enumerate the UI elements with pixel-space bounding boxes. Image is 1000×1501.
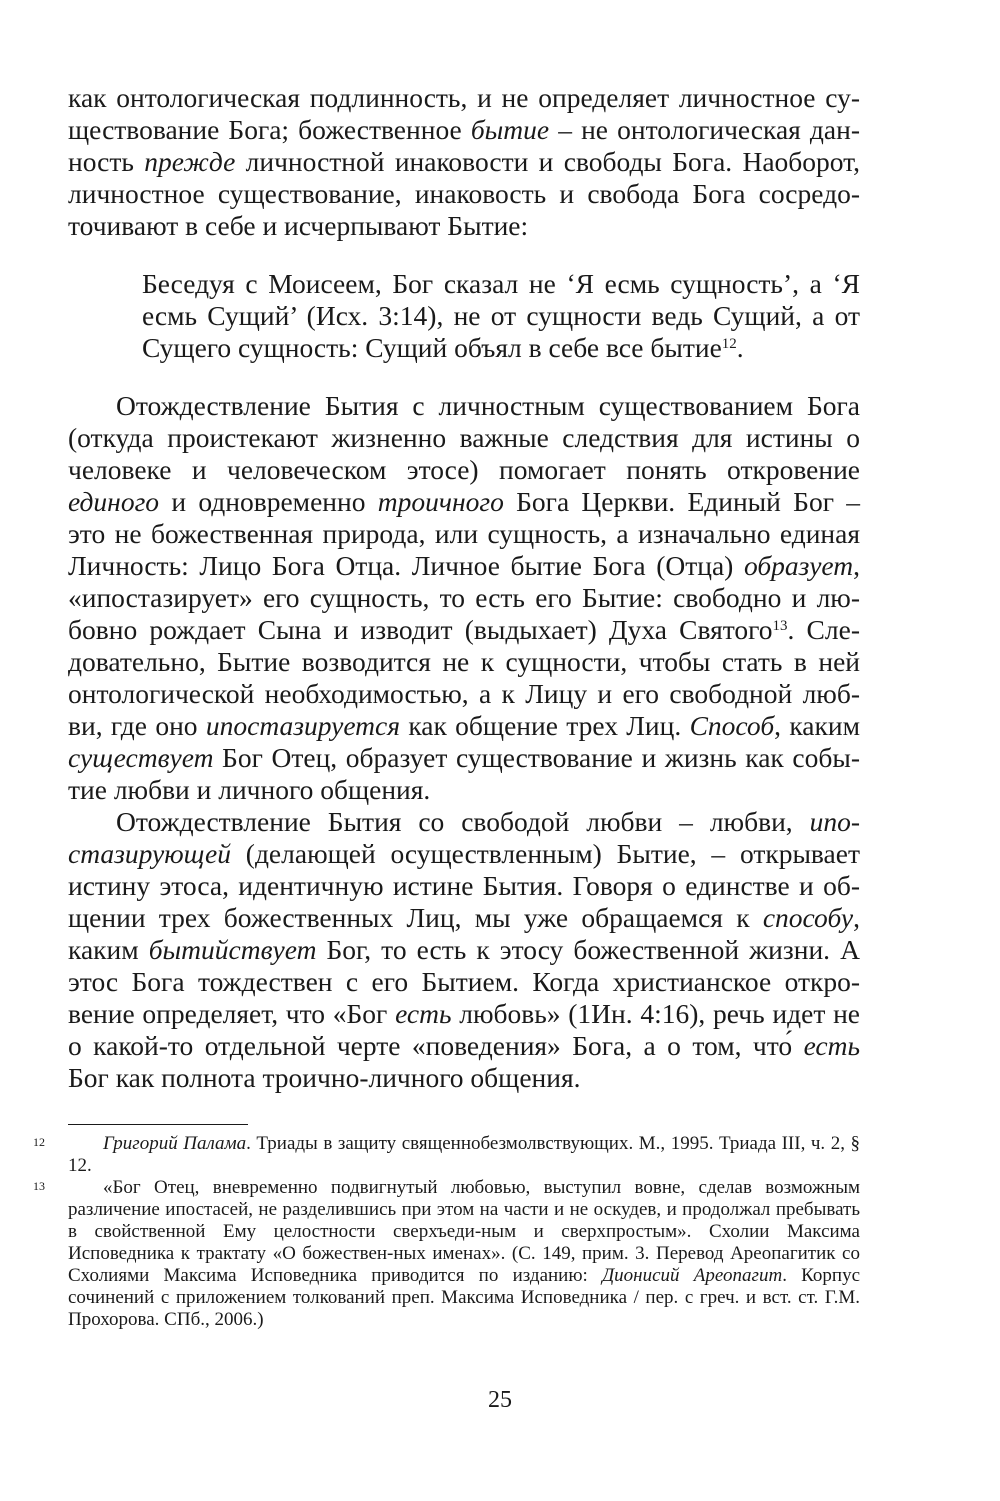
paragraph-3 [68, 806, 860, 1094]
footnote-text: . Триады в защиту священнобезмолвствующих. М., 1995. Триада III, ч. 2, § 12. [68, 1133, 861, 1176]
footnote-13 [33, 1177, 861, 1331]
italic-emphasis: бытийствует [148, 934, 317, 965]
italic-emphasis: есть [803, 1030, 860, 1061]
footnote-ref[interactable]: 12 [721, 336, 737, 352]
footnote-author: Дионисий Ареопагит [602, 1265, 783, 1286]
paragraph-1 [68, 82, 860, 242]
text-run: как онтологическая подлинность, и не определяет личностное су-ществование Бога; божественное [68, 82, 860, 145]
block-quote [142, 268, 860, 364]
text-run: Бог как полнота троично-личного общения. [68, 1062, 581, 1093]
text-run: и одновременно [159, 486, 378, 517]
footnote-text: «Бог Отец, вневременно подвигнутый любовью, выступил вовне, сделав возможным различение ипостасей, не разделившись при этом на части и не оскудев, и продолжал пребывать в свойственной Ему целостности сверхъеди-ным и сверхпростым». Схолии Максима Исповедника к трактату «О божествен-ных именах». (С. 149, прим. 3. Перевод Ареопагитик со Схолиями Максима Исповедника приводится по изданию: [68, 1177, 860, 1286]
text-run: Бог, то есть к этосу божественной жизни. А этос Бога тождествен с его Бытием. Когда христианское откро-вение определяет, что «Бог [68, 934, 860, 1029]
footnote-number: 12 [33, 1135, 45, 1149]
text-run: любовь» (1Ин. 4:16), речь идет не о какой-то отдельной черте «поведения» Бога, а о том, что́ [68, 998, 860, 1061]
italic-emphasis: бытие [470, 114, 550, 145]
text-run: как общение трех Лиц. [400, 710, 690, 741]
page-body [33, 82, 861, 1331]
italic-emphasis: способу [762, 902, 854, 933]
text-run: , каким [68, 902, 860, 965]
page-number: 25 [488, 1387, 512, 1413]
text-run: личностной инаковости и свободы Бога. Наоборот, личностное существование, инаковость и свобода Бога сосредо-точивают в себе и исчерпывают Бытие: [68, 146, 860, 241]
paragraph-2 [68, 390, 860, 806]
footnote-author: Григорий Палама [103, 1133, 247, 1154]
text-run: . [736, 332, 744, 363]
text-run: (делающей осуществленным) Бытие, – открывает истину этоса, идентичную истине Бытия. Говоря о единстве и об-щении трех божественных Лиц, мы уже обращаемся к [68, 838, 860, 933]
text-run: Отождествление Бытия со свободой любви – любви, [116, 806, 810, 837]
text-run: . Сле-довательно, Бытие возводится не к сущности, чтобы стать в ней онтологической необходимостью, а к Лицу и его свободной люб-ви, где оно [68, 614, 860, 741]
quote-text: Беседуя с Моисеем, Бог сказал не ‘Я есмь сущность’, а ‘Я есмь Сущий’ (Исх. 3:14), не от сущности ведь Сущий, а от Сущего сущность: Сущий объял в себе все бытие [142, 268, 860, 363]
italic-emphasis: Способ [689, 710, 775, 741]
italic-emphasis: единого [68, 486, 160, 517]
text-run: Бог Отец, образует существование и жизнь как собы-тие любви и личного общения. [68, 742, 860, 805]
footnote-divider [68, 1124, 248, 1125]
italic-emphasis: прежде [144, 146, 236, 177]
text-run: – не онтологическая дан-ность [68, 114, 860, 177]
footnote-ref[interactable]: 13 [772, 618, 788, 634]
italic-emphasis: образует [743, 550, 854, 581]
italic-emphasis: есть [395, 998, 452, 1029]
text-run: Отождествление Бытия с личностным существованием Бога (откуда проистекают жизненно важные следствия для истины о человеке и человеческом этосе) помогает понять откровение [68, 390, 860, 485]
text-run: Бога Церкви. Единый Бог – это не божественная природа, или сущность, а изначально единая Личность: Лицо Бога Отца. Личное бытие Бога (Отца) [68, 486, 860, 581]
footnote-12 [33, 1133, 861, 1177]
italic-emphasis: троичного [377, 486, 504, 517]
text-run: , «ипостазирует» его сущность, то есть его Бытие: свободно и лю-бовно рождает Сына и изводит (выдыхает) Духа Святого [68, 550, 860, 645]
text-run: , каким [774, 710, 860, 741]
italic-emphasis: существует [68, 742, 214, 773]
footnote-text: . Корпус сочинений с приложением толкований преп. Максима Исповедника / пер. с греч. и вст. ст. Г.М. Прохорова. СПб., 2006.) [68, 1265, 861, 1330]
italic-emphasis: ипо-стазирующей [68, 806, 860, 869]
italic-emphasis: ипостазируется [205, 710, 401, 741]
footnote-number: 13 [33, 1179, 45, 1193]
